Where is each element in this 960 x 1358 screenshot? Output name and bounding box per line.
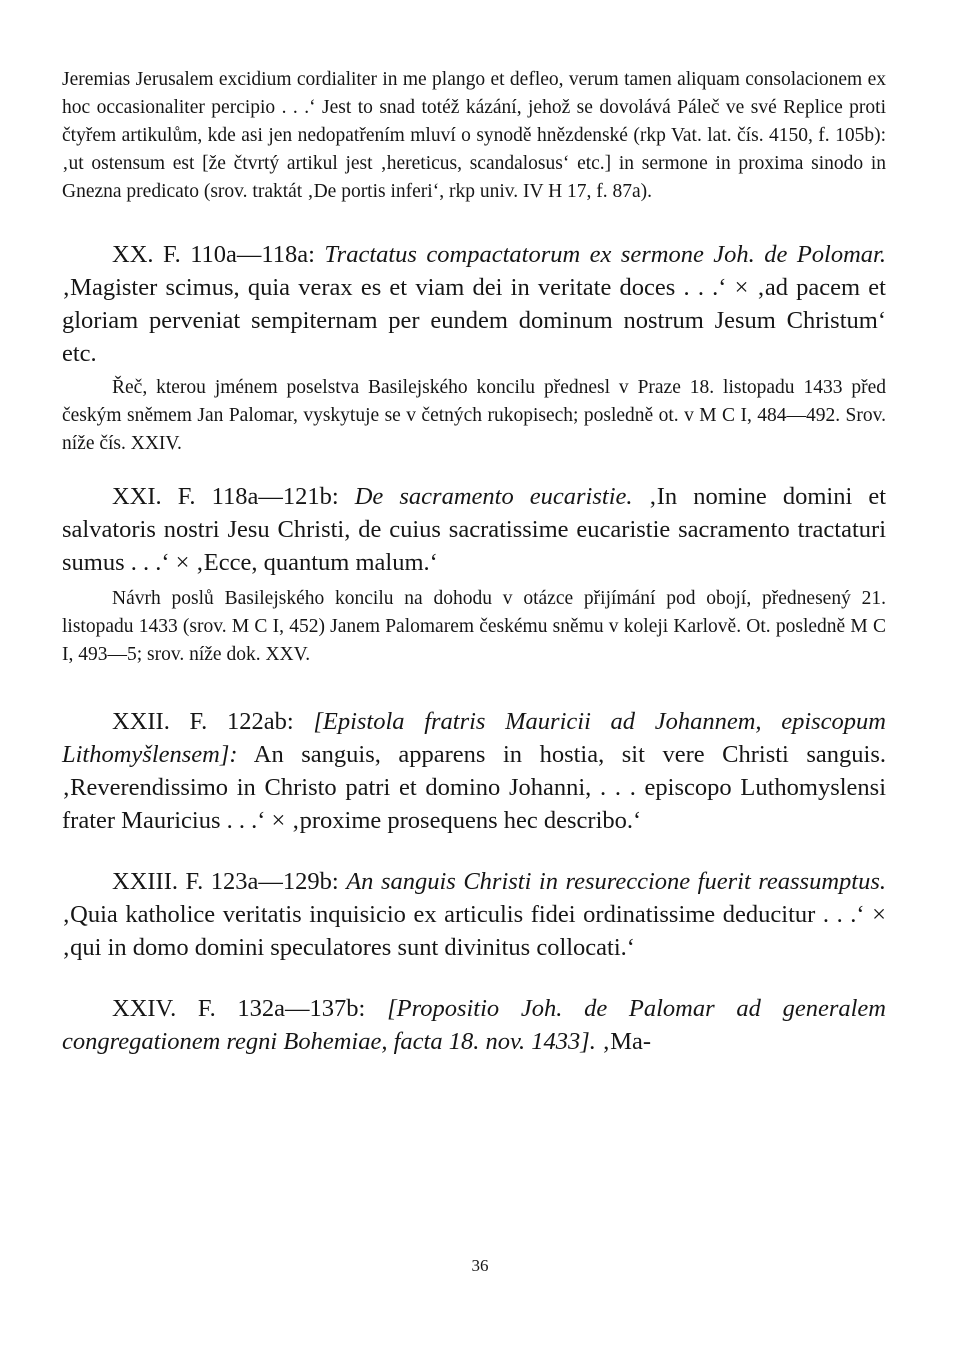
entry-xxiii: [62, 865, 886, 964]
entry-title: An sanguis Christi in resureccione fuerit reassumptus.: [346, 868, 886, 895]
entry-xxiv: [62, 992, 886, 1058]
entry-heading: [62, 865, 886, 964]
entry-xxii: [62, 705, 886, 837]
intro-text: Jeremias Jerusalem excidium cordialiter in me plango et defleo, verum tamen aliquam consolacionem ex hoc occasionaliter percipio . . .‘ Jest to snad totéž kázání, jehož se dovolává Páleč ve své Replice proti čtyřem artikulům, kde asi jen nedopatřením mluví o synodě hnězdenské (rkp Vat. lat. čís. 4150, f. 105b): ‚ut ostensum est [že čtvrtý artikul jest ‚hereticus, scandalosus‘ etc.] in sermone in proxima sinodo in Gnezna predicato (srov. traktát ‚De portis inferi‘, rkp univ. IV H 17, f. 87a).: [62, 69, 886, 202]
entry-number: XXIII. F. 123a—129b:: [112, 868, 347, 895]
entry-title: De sacramento eucaristie.: [354, 483, 633, 510]
entry-body: ‚Magister scimus, quia verax es et viam dei in veritate doces . . .‘ × ‚ad pacem et gloriam perveniat sempiternam per eundem dominum nostrum Jesum Christum‘ etc.: [62, 274, 886, 367]
entry-title: [Propositio Joh. de Palomar ad generalem congregationem regni Bohemiae, facta 18. nov. 1433].: [62, 995, 886, 1055]
entry-title: [Epistola fratris Mauricii ad Johannem, episcopum Lithomyšlensem]:: [62, 708, 886, 768]
entry-heading: [62, 705, 886, 837]
entry-body: ‚In nomine domini et salvatoris nostri Jesu Christi, de cuius sacratissime eucaristie sacramento tractaturi sumus . . .‘ × ‚Ecce, quantum malum.‘: [62, 483, 887, 576]
entry-heading: [62, 992, 886, 1058]
entry-xxi: [62, 480, 886, 669]
entry-note: Návrh poslů Basilejského koncilu na dohodu v otázce přijímání pod obojí, přednesený 21. listopadu 1433 (srov. M C I, 452) Janem Palomarem českému sněmu v koleji Karlově. Ot. posledně M C I, 493—5; srov. níže dok. XXV.: [62, 588, 886, 665]
entry-body: ‚Ma-: [595, 1028, 652, 1055]
page-number: 36: [471, 1256, 489, 1275]
entry-number: XXII. F. 122ab:: [112, 708, 314, 735]
entry-body: An sanguis, apparens in hostia, sit vere Christi sanguis. ‚Reverendissimo in Christo patri et domino Johanni, . . . episcopo Luthomyslensi frater Mauricius . . .‘ × ‚proxime prosequens hec describo.‘: [62, 741, 886, 834]
entry-number: XXI. F. 118a—121b:: [112, 483, 355, 510]
entry-number: XXIV. F. 132a—137b:: [112, 995, 388, 1022]
document-page: [62, 66, 886, 1058]
entry-heading: [62, 238, 886, 370]
entry-body: ‚Quia katholice veritatis inquisicio ex articulis fidei ordinatissime deducitur . . .‘ × ‚qui in domo domini speculatores sunt divinitus collocati.‘: [62, 901, 886, 961]
entry-xx: [62, 238, 886, 458]
entry-note: Řeč, kterou jménem poselstva Basilejského koncilu přednesl v Praze 18. listopadu 1433 před českým sněmem Jan Palomar, vyskytuje se v četných rukopisech; posledně ot. v M C I, 484—492. Srov. níže čís. XXIV.: [62, 377, 886, 454]
entry-heading: [62, 480, 886, 579]
intro-paragraph: [62, 66, 886, 206]
entry-title: Tractatus compactatorum ex sermone Joh. de Polomar.: [324, 241, 886, 268]
entry-number: XX. F. 110a—118a:: [112, 241, 325, 268]
